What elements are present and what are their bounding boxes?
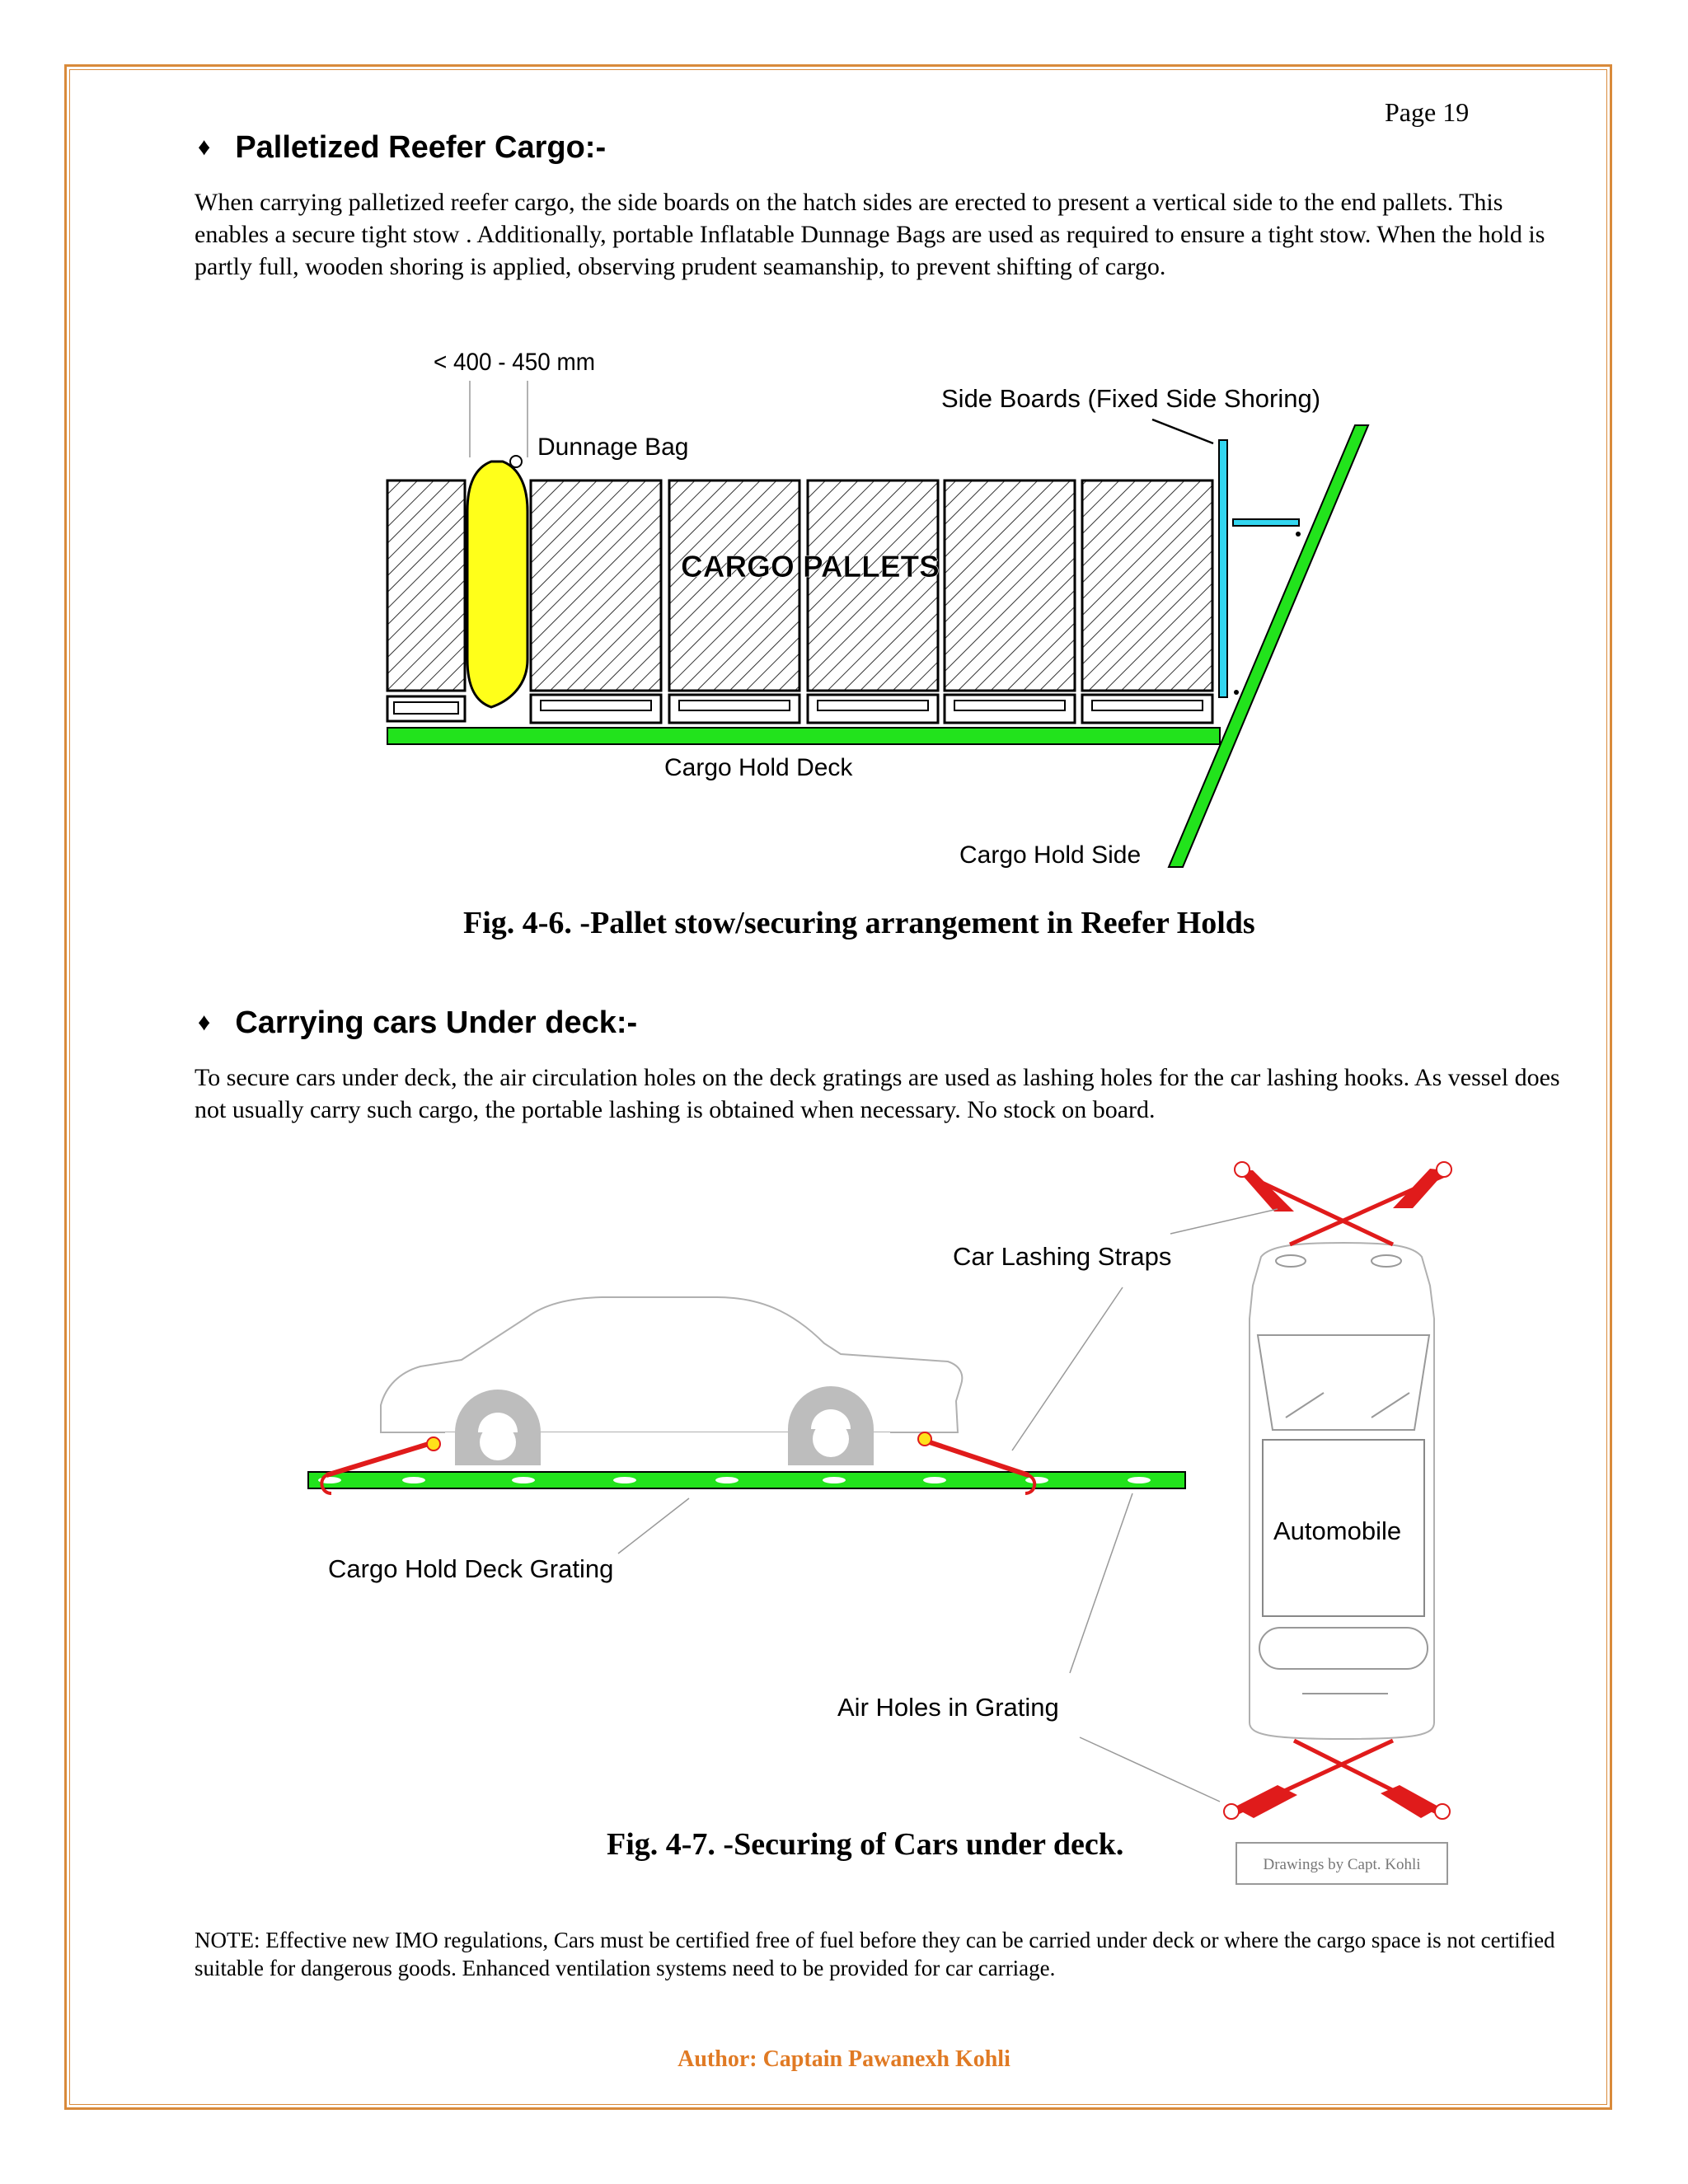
lashing-ring-rear [427,1437,440,1451]
label-gap: < 400 - 450 mm [434,349,595,376]
air-hole [823,1477,846,1483]
cars-paragraph: To secure cars under deck, the air circulation holes on the deck gratings are used as lashing holes for the car lashing hooks. As vessel does not usually carry such cargo, the portable lashing is obtained when necessary. No stock on board. [195,1064,1560,1123]
lashing-strap-rear [326,1444,429,1475]
figure-car-securing [0,1137,1688,1896]
cargo-hold-deck [387,728,1220,744]
author-footer: Author: Captain Pawanexh Kohli [678,2046,1010,2072]
figure-caption-4-6: Fig. 4-6. -Pallet stow/securing arrangement in Reefer Holds [463,906,1255,940]
pointer-straps-side [1012,1287,1123,1451]
pallet [531,480,661,723]
side-board-vertical [1219,440,1227,697]
air-hole [715,1477,738,1483]
air-hole [1025,1477,1048,1483]
lashing-ring-top-left [1235,1162,1250,1177]
diamond-bullet-icon: ♦ [198,134,211,161]
diamond-bullet-icon: ♦ [198,1009,211,1036]
figure-caption-4-7: Fig. 4-7. -Securing of Cars under deck. [607,1827,1124,1862]
label-cargo-pallets: CARGO PALLETS [681,550,940,583]
side-board-horizontal [1233,519,1299,526]
lashing-ring-front [918,1432,931,1446]
drawing-credit: Drawings by Capt. Kohli [1263,1856,1421,1873]
pointer-air-holes-side [1070,1493,1132,1673]
dunnage-bag [467,462,528,707]
wheel-front-lower-hub [813,1421,849,1457]
label-side-boards: Side Boards (Fixed Side Shoring) [941,384,1321,413]
label-cargo-hold-deck-grating: Cargo Hold Deck Grating [328,1554,614,1583]
cargo-hold-deck-grating [308,1472,1185,1488]
pointer-straps-top [1170,1209,1278,1234]
pallet [1082,480,1212,723]
air-hole [512,1477,535,1483]
reefer-paragraph: When carrying palletized reefer cargo, the side boards on the hatch sides are erected to present a vertical side to the end pallets. This enables a secure tight stow . Additionally, portable Inflatable Dunnage Bags are used as required to ensure a tight stow. When the hold is partly full, wooden shoring is applied, observing prudent seamanship, to prevent shifting of cargo. [195,189,1545,280]
lashing-ring-bottom-right [1435,1804,1450,1819]
pallet [669,480,799,723]
label-cargo-hold-side: Cargo Hold Side [959,841,1142,869]
pallet [808,480,938,723]
side-board-pointer [1152,419,1213,443]
pointer-air-holes-top [1080,1737,1220,1802]
air-hole [1128,1477,1151,1483]
heading-text: Carrying cars Under deck:- [235,1005,638,1040]
label-car-lashing-straps: Car Lashing Straps [953,1242,1172,1271]
label-air-holes: Air Holes in Grating [837,1693,1059,1722]
pointer-grating [618,1498,689,1554]
side-board-pin [1234,690,1239,695]
lashing-strap-bottom-band [1381,1785,1440,1818]
label-cargo-hold-deck: Cargo Hold Deck [664,754,853,781]
car-top-view [1250,1243,1434,1739]
label-automobile: Automobile [1273,1516,1402,1545]
section-heading-cars [198,1005,637,1041]
dunnage-bag-valve [510,456,522,467]
air-hole [402,1477,425,1483]
air-hole [923,1477,946,1483]
air-hole [613,1477,636,1483]
wheel-rear-lower-hub [480,1424,516,1460]
lashing-ring-top-right [1437,1162,1451,1177]
pallet-end-left [387,480,465,691]
imo-note: NOTE: Effective new IMO regulations, Cars must be certified free of fuel before they can be carried under deck or where the cargo space is not certified suitable for dangerous goods. Enhanced ventilation systems need to be provided for car carriage. [195,1928,1555,1980]
figure-pallet-stow [0,0,1688,907]
lashing-ring-bottom-left [1224,1804,1239,1819]
page-number: Page 19 [1385,97,1470,127]
label-dunnage-bag: Dunnage Bag [537,434,689,461]
heading-text: Palletized Reefer Cargo:- [235,130,607,165]
pallet [945,480,1075,723]
side-board-pin [1296,532,1301,537]
pallet-base-slot [394,702,458,714]
